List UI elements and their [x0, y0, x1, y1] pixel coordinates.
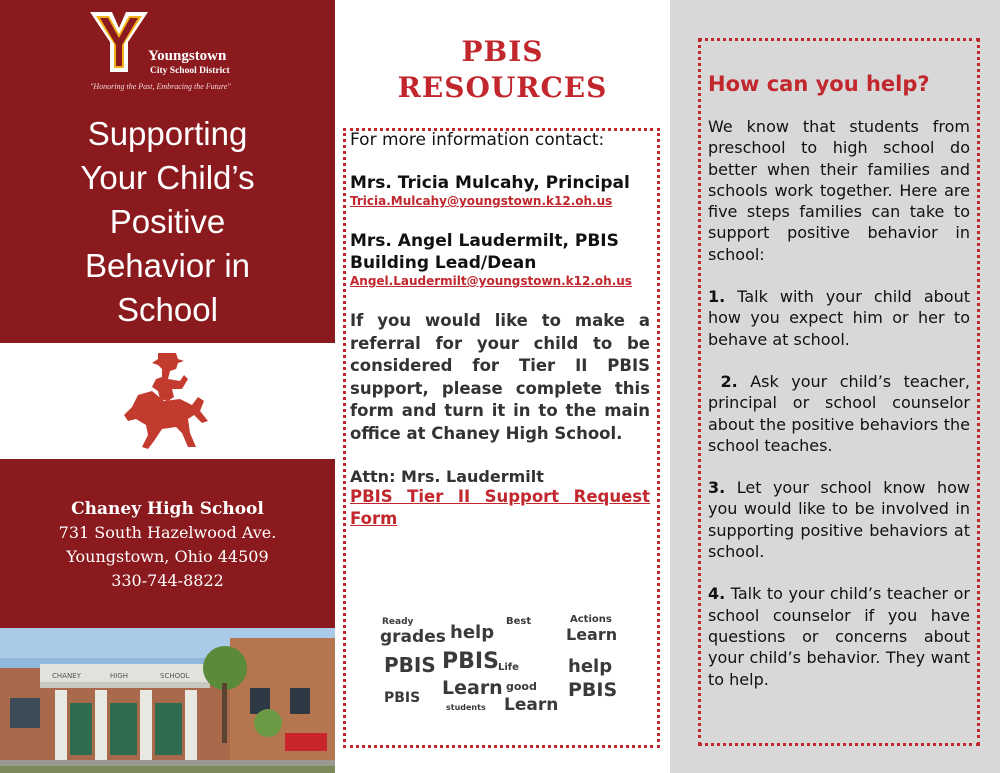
help-step-4 — [708, 583, 970, 689]
support-request-form-link[interactable]: PBIS Tier II Support Request Form — [350, 487, 650, 528]
district-tagline: "Honoring the Past, Embracing the Future" — [90, 82, 231, 91]
step-number: 4. — [708, 584, 726, 604]
word-learn: Learn — [566, 625, 618, 644]
word-help-b: help — [568, 656, 613, 677]
step-text: Ask your child’s teacher, principal or school counselor about the positive behaviors the school teaches. — [708, 371, 970, 455]
left-panel — [0, 0, 335, 773]
y-logo-icon — [88, 10, 150, 78]
step-text: Let your school know how you would like to be involved in supporting positive behaviors at school. — [708, 478, 970, 562]
district-logo — [88, 10, 258, 94]
word-life: Life — [498, 662, 519, 673]
sign-text-high: HIGH — [110, 672, 129, 680]
sign-text-school: SCHOOL — [160, 672, 190, 680]
sign-text-chaney: CHANEY — [52, 672, 81, 680]
word-pbis-a: PBIS — [384, 653, 436, 677]
word-best: Best — [506, 616, 532, 627]
title-line-resources: RESOURCES — [397, 71, 608, 104]
help-step-1 — [708, 286, 970, 350]
district-name-line1: Youngstown — [148, 48, 227, 64]
school-name: Chaney High School — [71, 499, 264, 519]
contact-header: For more information contact: — [350, 130, 605, 150]
headline-line: Positive — [109, 203, 226, 240]
resources-title — [335, 34, 670, 106]
cowboy-bronco-icon — [118, 349, 218, 453]
word-help: help — [450, 622, 495, 643]
word-learn-c: Learn — [504, 695, 559, 715]
brochure-headline — [0, 112, 335, 332]
contact2-email-link[interactable]: Angel.Laudermilt@youngstown.k12.oh.us — [350, 274, 632, 288]
step-text: Talk to your child’s teacher or school counselor if you have questions or concerns about your child’s behavior. They want to help. — [708, 584, 970, 689]
attention-line: Attn: Mrs. Laudermilt — [350, 467, 544, 486]
word-pbis-d: PBIS — [384, 690, 421, 706]
word-pbis-c: PBIS — [568, 679, 618, 701]
city-state-zip: Youngstown, Ohio 44509 — [66, 547, 269, 566]
help-heading: How can you help? — [708, 72, 930, 96]
help-step-2 — [708, 371, 970, 456]
word-learn-b: Learn — [442, 677, 503, 699]
pbis-word-cloud — [380, 610, 620, 715]
step-number: 1. — [708, 287, 726, 307]
step-number: 2. — [720, 371, 738, 391]
title-line-pbis: PBIS — [461, 35, 544, 68]
word-good: good — [506, 680, 537, 693]
school-address — [0, 497, 335, 593]
district-name-line2: City School District — [150, 66, 230, 76]
headline-line: Supporting — [87, 115, 248, 152]
phone-number: 330-744-8822 — [111, 571, 224, 590]
word-students: students — [446, 703, 486, 712]
right-panel — [670, 0, 1000, 773]
step-text: Talk with your child about how you expect him or her to behave at school. — [708, 287, 970, 349]
referral-instructions: If you would like to make a referral for your child to be considered for Tier II PBIS support, please complete this form and turn it in to the main office at Chaney High School. — [350, 311, 650, 443]
school-building-photo — [0, 628, 335, 773]
headline-line: Behavior in — [84, 247, 251, 284]
word-grades: grades — [380, 627, 446, 647]
contact1-email-link[interactable]: Tricia.Mulcahy@youngstown.k12.oh.us — [350, 194, 613, 208]
contact1-name: Mrs. Tricia Mulcahy, Principal — [350, 173, 630, 193]
headline-line: School — [117, 291, 218, 328]
street-address: 731 South Hazelwood Ave. — [58, 523, 277, 542]
headline-line: Your Child’s — [80, 159, 255, 196]
word-ready: Ready — [382, 617, 414, 627]
word-actions: Actions — [570, 614, 612, 625]
help-intro: We know that students from preschool to high school do better when their families and schools work together. Here are five steps families can take to support positive behavior in school: — [708, 117, 970, 264]
word-pbis-b: PBIS — [442, 649, 499, 674]
help-content — [708, 72, 970, 711]
contact2-name: Mrs. Angel Laudermilt, PBIS Building Lead/Dean — [350, 231, 619, 273]
step-number: 3. — [708, 478, 726, 498]
middle-panel — [335, 0, 670, 773]
resources-content — [350, 130, 650, 530]
help-step-3 — [708, 477, 970, 562]
mascot-band — [0, 343, 335, 459]
